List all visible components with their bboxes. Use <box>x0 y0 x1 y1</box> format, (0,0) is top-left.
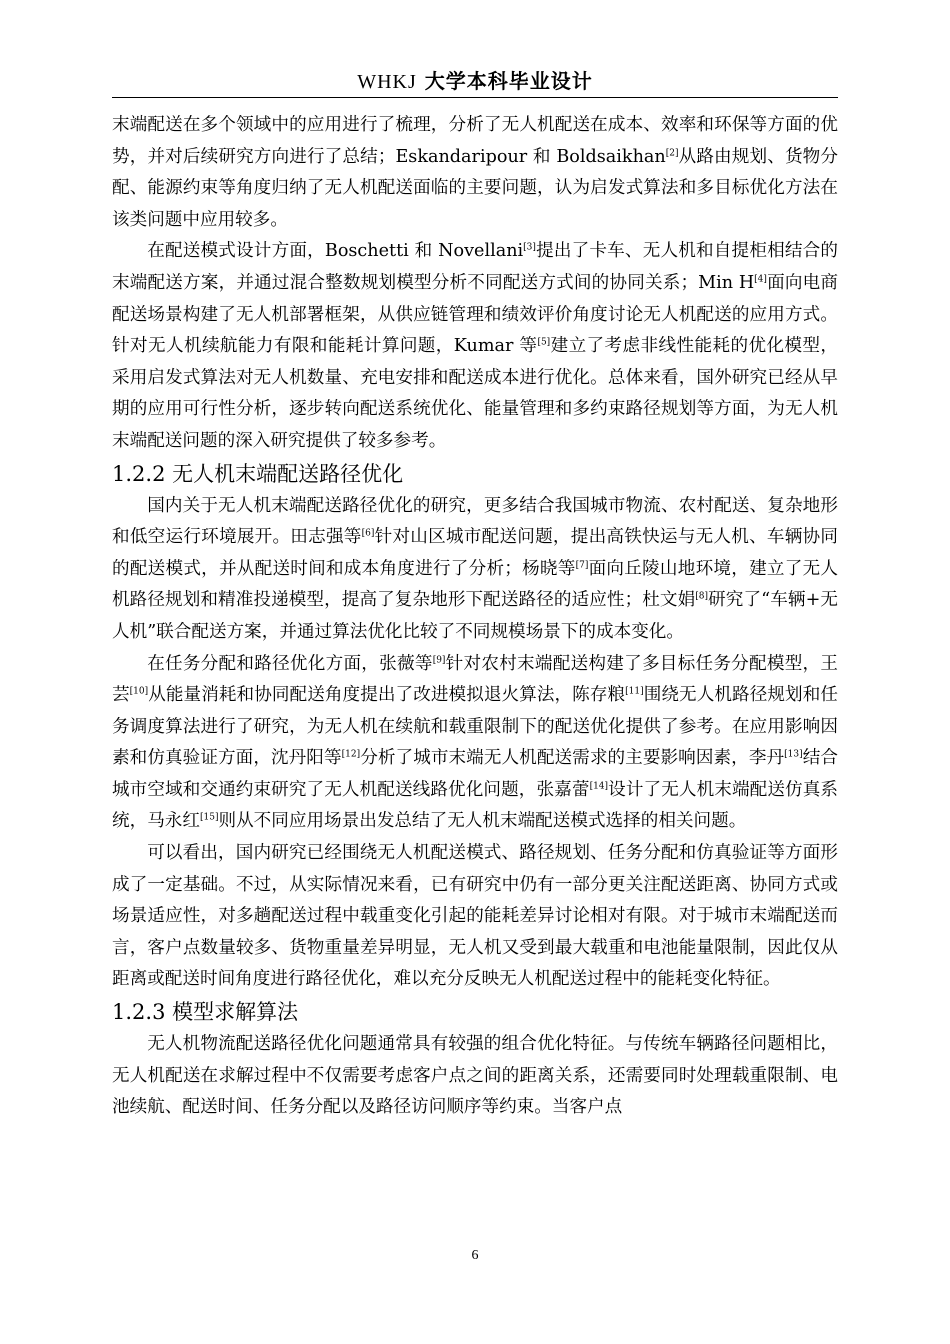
text-run: 面向电商配送场景构建了无人机部署框架，从供应链管理和绩效评价角度讨论无人机配送的应用方式。针对无人机续航能力有限和能耗计算问题，Kumar 等 <box>112 272 838 357</box>
paragraph-intro-continued <box>112 110 838 236</box>
paragraph-task-allocation <box>112 649 838 839</box>
page-header <box>112 66 838 98</box>
page-number: 6 <box>471 1248 479 1263</box>
citation-ref: [5] <box>537 337 551 348</box>
text-run: 从路由规划、货物分配、能源约束等角度归纳了无人机配送面临的主要问题，认为启发式算法和多目标优化方法在该类问题中应用较多。 <box>112 146 838 230</box>
paragraph-delivery-mode <box>112 236 838 457</box>
citation-ref: [14] <box>589 781 609 792</box>
text-run: 提出了卡车、无人机和自提柜相结合的末端配送方案，并通过混合整数规划模型分析不同配送方式间的协同关系；Min H <box>112 241 838 293</box>
text-run: 从能量消耗和协同配送角度提出了改进模拟退火算法，陈存粮 <box>148 685 626 706</box>
text-run: 在配送模式设计方面，Boschetti 和 Novellani <box>147 241 524 262</box>
section-heading-1-2-2: 1.2.2 无人机末端配送路径优化 <box>112 461 404 486</box>
header-title: 大学本科毕业设计 <box>424 69 593 93</box>
citation-ref: [3] <box>523 243 536 254</box>
paragraph-algorithm <box>112 1029 838 1124</box>
text-run: 针对山区城市配送问题，提出高铁快运与无人机、车辆协同的配送模式，并从配送时间和成本角度进行了分析；杨晓等 <box>112 527 838 579</box>
text-run: 结合城市空域和交通约束研究了无人机配送线路优化问题，张嘉蕾 <box>112 748 838 800</box>
section-heading-1-2-3: 1.2.3 模型求解算法 <box>112 1000 299 1025</box>
header-prefix: WHKJ <box>357 71 417 93</box>
page-content <box>112 110 838 1124</box>
citation-ref: [7] <box>575 560 589 571</box>
citation-ref: [2] <box>665 148 679 159</box>
citation-ref: [11] <box>625 686 644 697</box>
text-run: 面向丘陵山地环境，建立了无人机路径规划和精准投递模型，提高了复杂地形下配送路径的适应性；杜文娟 <box>112 558 838 611</box>
text-run: 可以看出，国内研究已经围绕无人机配送模式、路径规划、任务分配和仿真验证等方面形成了一定基础。不过，从实际情况来看，已有研究中仍有一部分更关注配送距离、协同方式或场景适应性，对多趟配送过程中载重变化引起的能耗差异讨论相对有限。对于城市末端配送而言，客户点数量较多、货物重量差异明显，无人机又受到最大载重和电池能量限制，因此仅从距离或配送时间角度进行路径优化，难以充分反映无人机配送过程中的能耗变化特征。 <box>112 843 838 990</box>
text-run: 国内关于无人机末端配送路径优化的研究，更多结合我国城市物流、农村配送、复杂地形和低空运行环境展开。田志强等 <box>112 495 838 548</box>
text-run: 研究了“车辆+无人机”联合配送方案，并通过算法优化比较了不同规模场景下的成本变化。 <box>112 590 838 642</box>
citation-ref: [4] <box>754 274 767 285</box>
text-run: 末端配送在多个领域中的应用进行了梳理，分析了无人机配送在成本、效率和环保等方面的优势，并对后续研究方向进行了总结；Eskandaripour 和 Boldsaikhan <box>112 115 838 167</box>
text-run: 则从不同应用场景出发总结了无人机末端配送模式选择的相关问题。 <box>218 811 747 832</box>
citation-ref: [6] <box>361 528 375 539</box>
citation-ref: [13] <box>784 749 803 760</box>
text-run: 针对农村末端配送构建了多目标任务分配模型，王芸 <box>112 653 838 706</box>
text-run: 分析了城市末端无人机配送需求的主要影响因素，李丹 <box>360 748 785 769</box>
citation-ref: [10] <box>129 686 149 697</box>
text-run: 无人机物流配送路径优化问题通常具有较强的组合优化特征。与传统车辆路径问题相比，无人机配送在求解过程中不仅需要考虑客户点之间的距离关系，还需要同时处理载重限制、电池续航、配送时间、任务分配以及路径访问顺序等约束。当客户点 <box>112 1034 838 1118</box>
citation-ref: [8] <box>695 592 709 603</box>
citation-ref: [15] <box>199 813 219 824</box>
paragraph-summary <box>112 838 838 996</box>
text-run: 在任务分配和路径优化方面，张薇等 <box>147 653 433 674</box>
text-run: 设计了无人机末端配送仿真系统，马永红 <box>112 779 838 832</box>
text-run: 建立了考虑非线性能耗的优化模型，采用启发式算法对无人机数量、充电安排和配送成本进行优化。总体来看，国外研究已经从早期的应用可行性分析，逐步转向配送系统优化、能量管理和多约束路径规划等方面，为无人机末端配送问题的深入研究提供了较多参考。 <box>112 336 839 451</box>
paragraph-domestic-research <box>112 491 838 649</box>
text-run: 围绕无人机路径规划和任务调度算法进行了研究，为无人机在续航和载重限制下的配送优化提供了参考。在应用影响因素和仿真验证方面，沈丹阳等 <box>112 685 838 769</box>
citation-ref: [9] <box>432 655 446 666</box>
citation-ref: [12] <box>341 749 361 760</box>
